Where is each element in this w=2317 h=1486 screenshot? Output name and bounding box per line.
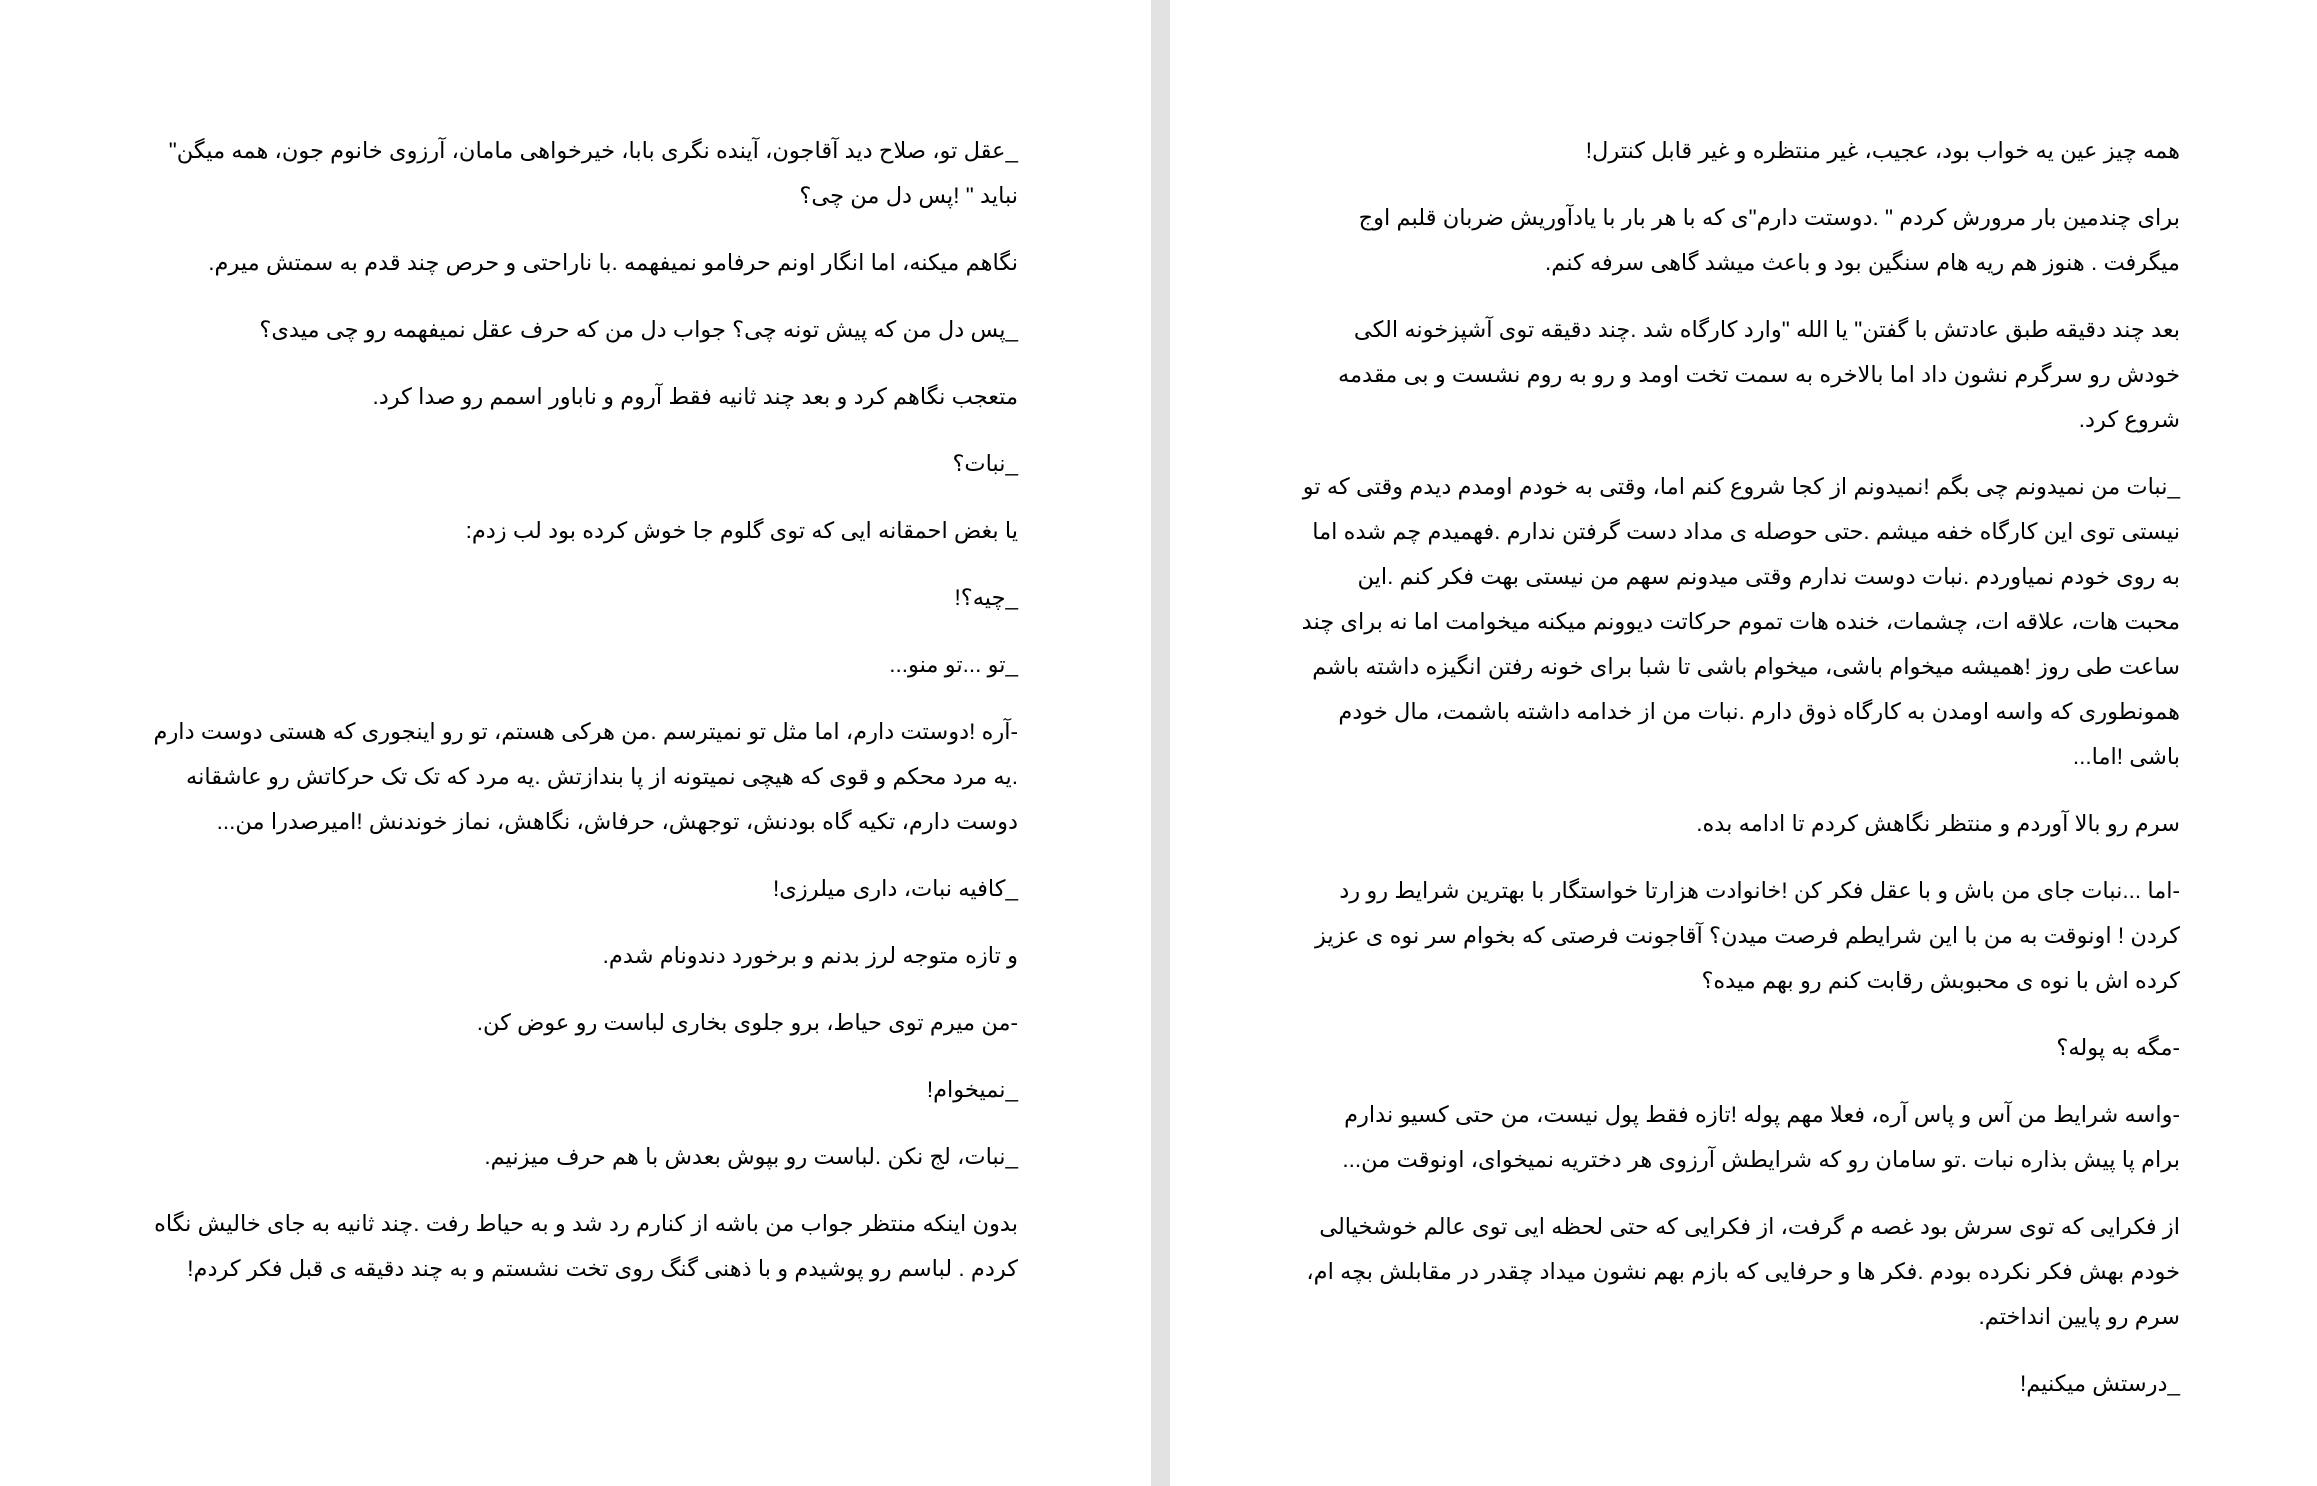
paragraph: و تازه متوجه لرز بدنم و برخورد دندونام شدم. (602, 943, 1018, 968)
paragraph: -واسه شرایط من آس و پاس آره، فعلا مهم پوله !تازه فقط پول نیست، من حتی کسیو ندارم برام پا پیش بذاره نبات .تو سامان رو که شرایطش آرزوی هر دختریه نمیخوای، اونوقت من... (1342, 1102, 2180, 1172)
paragraph: -آره !دوستت دارم، اما مثل تو نمیترسم .من هرکی هستم، تو رو اینجوری که هستی دوست دارم .یه مرد محکم و قوی که هیچی نمیتونه از پا بندازتش .یه مرد که تک تک حرکاتش رو عاشقانه دوست دارم، تکیه گاه بودنش، توجهش، حرفاش، نگاهش، نماز خوندنش !امیرصدرا من... (153, 719, 1018, 834)
paragraph: بدون اینکه منتظر جواب من باشه از کنارم رد شد و به حیاط رفت .چند ثانیه به جای خالیش نگاه کردم . لباسم رو پوشیدم و با ذهنی گنگ روی تخت نشستم و به چند دقیقه ی قبل فکر کردم! (154, 1211, 1018, 1281)
paragraph: برای چندمین بار مرورش کردم " .دوستت دارم"ی که با هر بار با یادآوریش ضربان قلبم اوج میگرفت . هنوز هم ریه هام سنگین بود و باعث میشد گاهی سرفه کنم. (1358, 205, 2180, 275)
paragraph: سرم رو بالا آوردم و منتظر نگاهش کردم تا ادامه بده. (1696, 811, 2180, 836)
paragraph: _نبات، لج نکن .لباست رو بپوش بعدش با هم حرف میزنیم. (484, 1144, 1018, 1169)
paragraph: _نبات من نمیدونم چی بگم !نمیدونم از کجا شروع کنم اما، وقتی به خودم اومدم دیدم وقتی که تو نیستی توی این کارگاه خفه میشم .حتی حوصله ی مداد دست گرفتن ندارم .فهمیدم چم شده اما به روی خودم نمیاوردم .نبات دوست ندارم وقتی میدونم سهم من نیستی بهت فکر کنم .این محبت هات، علاقه ات، چشمات، خنده هات تموم حرکاتت دیوونم میکنه میخوامت اما نه برای چند ساعت طی روز !همیشه میخوام باشی، میخوام باشی تا شبا برای خونه رفتن انگیزه داشته باشم همونطوری که واسه اومدن به کارگاه ذوق دارم .نبات من از خدامه داشته باشمت، مال خودم باشی !اما... (1301, 474, 2180, 769)
paragraph: _کافیه نبات، داری میلرزی! (773, 876, 1018, 901)
paragraph: -اما ...نبات جای من باش و با عقل فکر کن !خانوادت هزارتا خواستگار با بهترین شرایط رو رد کردن ! اونوقت به من با این شرایطم فرصت میدن؟ آقاجونت فرصتی که بخوام سر نوه ی عزیز کرده اش با نوه ی محبوبش رقابت کنم رو بهم میده؟ (1314, 878, 2180, 993)
paragraph: _پس دل من که پیش تونه چی؟ جواب دل من که حرف عقل نمیفهمه رو چی میدی؟ (259, 317, 1018, 342)
paragraph: یا بغض احمقانه ایی که توی گلوم جا خوش کرده بود لب زدم: (465, 518, 1018, 543)
paragraph: از فکرایی که توی سرش بود غصه م گرفت، از فکرایی که حتی لحظه ایی توی عالم خوشخیالی خودم بهش فکر نکرده بودم .فکر ها و حرفایی که بازم بهم نشون میداد چقدر در مقابلش بچه ام، سرم رو پایین انداختم. (1306, 1214, 2180, 1329)
page-text-right (1300, 128, 2180, 1428)
paragraph: _عقل تو، صلاح دید آقاجون، آینده نگری بابا، خیرخواهی مامان، آرزوی خانوم جون، همه میگن" نباید " !پس دل من چی؟ (168, 138, 1018, 208)
page-text-left (136, 128, 1018, 1313)
paragraph: _نبات؟ (952, 451, 1018, 476)
paragraph: _تو ...تو منو... (889, 652, 1018, 677)
paragraph: همه چیز عین یه خواب بود، عجیب، غیر منتظره و غیر قابل کنترل! (1585, 138, 2180, 163)
document-page-left (0, 0, 1151, 1486)
paragraph: نگاهم میکنه، اما انگار اونم حرفامو نمیفهمه .با ناراحتی و حرص چند قدم به سمتش میرم. (208, 250, 1018, 275)
paragraph: متعجب نگاهم کرد و بعد چند ثانیه فقط آروم و ناباور اسمم رو صدا کرد. (372, 384, 1018, 409)
paragraph: -مگه به پوله؟ (2056, 1035, 2180, 1060)
paragraph: _درستش میکنیم! (2019, 1371, 2180, 1396)
paragraph: _نمیخوام! (926, 1077, 1018, 1102)
paragraph: بعد چند دقیقه طبق عادتش با گفتن" یا الله "وارد کارگاه شد .چند دقیقه توی آشپزخونه الکی خودش رو سرگرم نشون داد اما بالاخره به سمت تخت اومد و رو به روم نشست و بی مقدمه شروع کرد. (1337, 317, 2180, 432)
document-page-right (1170, 0, 2317, 1486)
paragraph: -من میرم توی حیاط، برو جلوی بخاری لباست رو عوض کن. (476, 1010, 1018, 1035)
paragraph: _چیه؟! (954, 585, 1018, 610)
